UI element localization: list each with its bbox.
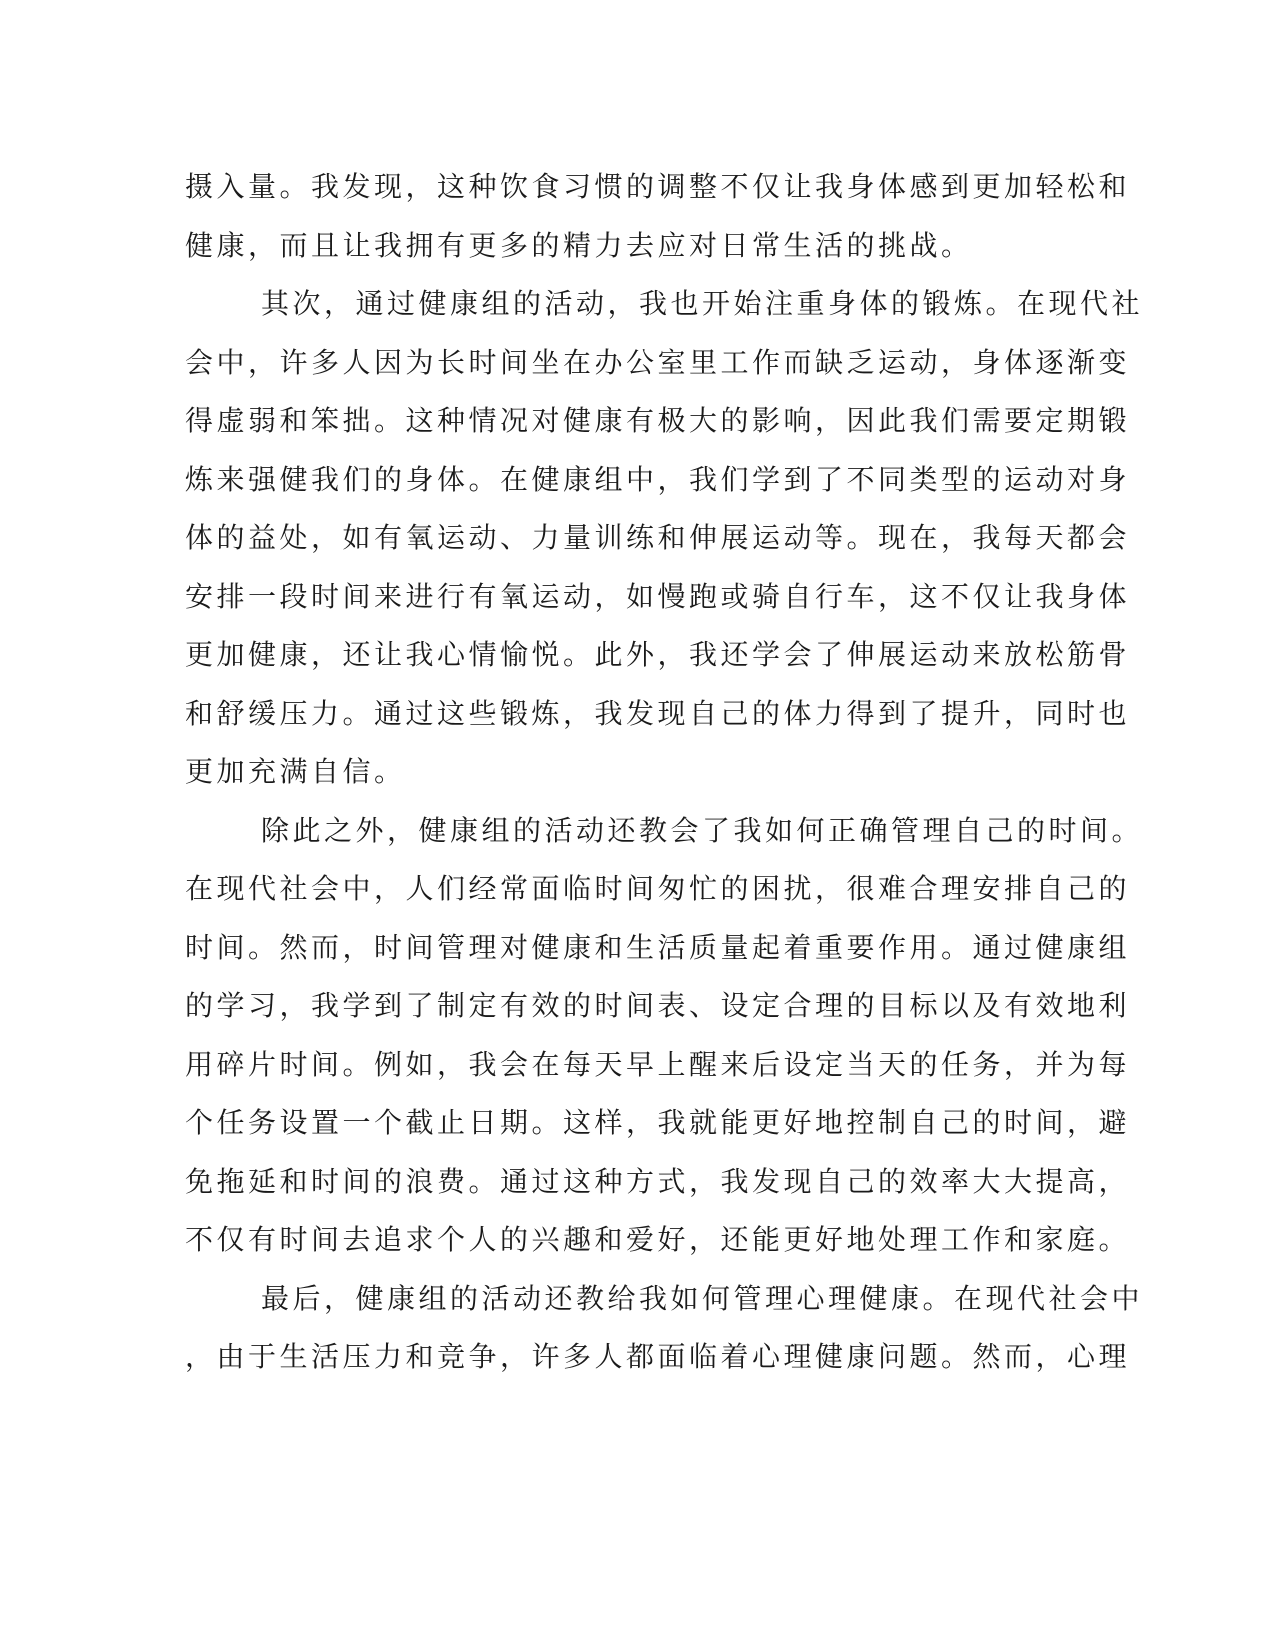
- text-line: 用碎片时间。例如，我会在每天早上醒来后设定当天的任务，并为每: [185, 1047, 1131, 1081]
- text-line: ，由于生活压力和竞争，许多人都面临着心理健康问题。然而，心理: [185, 1340, 1131, 1373]
- text-line: 得虚弱和笨拙。这种情况对健康有极大的影响，因此我们需要定期锻: [185, 404, 1131, 437]
- text-line: 和舒缓压力。通过这些锻炼，我发现自己的体力得到了提升，同时也: [185, 696, 1131, 730]
- text-line: 更加健康，还让我心情愉悦。此外，我还学会了伸展运动来放松筋骨: [185, 638, 1131, 671]
- text-line: 免拖延和时间的浪费。通过这种方式，我发现自己的效率大大提高，: [185, 1164, 1131, 1198]
- text-line: 不仅有时间去追求个人的兴趣和爱好，还能更好地处理工作和家庭。: [185, 1223, 1131, 1256]
- text-line: 安排一段时间来进行有氧运动，如慢跑或骑自行车，这不仅让我身体: [185, 579, 1131, 613]
- text-line: 其次，通过健康组的活动，我也开始注重身体的锻炼。在现代社: [261, 287, 1144, 320]
- text-line: 个任务设置一个截止日期。这样，我就能更好地控制自己的时间，避: [185, 1106, 1131, 1139]
- text-line: 健康，而且让我拥有更多的精力去应对日常生活的挑战。: [185, 228, 973, 262]
- text-line: 更加充满自信。: [185, 755, 406, 788]
- text-line: 最后，健康组的活动还教给我如何管理心理健康。在现代社会中: [261, 1281, 1144, 1315]
- text-line: 在现代社会中，人们经常面临时间匆忙的困扰，很难合理安排自己的: [185, 872, 1131, 905]
- body-text: [185, 158, 1144, 1387]
- text-line: 炼来强健我们的身体。在健康组中，我们学到了不同类型的运动对身: [185, 462, 1131, 496]
- text-line: 的学习，我学到了制定有效的时间表、设定合理的目标以及有效地利: [185, 989, 1131, 1022]
- text-line: 除此之外，健康组的活动还教会了我如何正确管理自己的时间。: [261, 813, 1144, 847]
- text-line: 时间。然而，时间管理对健康和生活质量起着重要作用。通过健康组: [185, 930, 1131, 964]
- text-line: 体的益处，如有氧运动、力量训练和伸展运动等。现在，我每天都会: [185, 521, 1131, 554]
- text-line: 会中，许多人因为长时间坐在办公室里工作而缺乏运动，身体逐渐变: [185, 345, 1131, 379]
- text-line: 摄入量。我发现，这种饮食习惯的调整不仅让我身体感到更加轻松和: [185, 170, 1131, 203]
